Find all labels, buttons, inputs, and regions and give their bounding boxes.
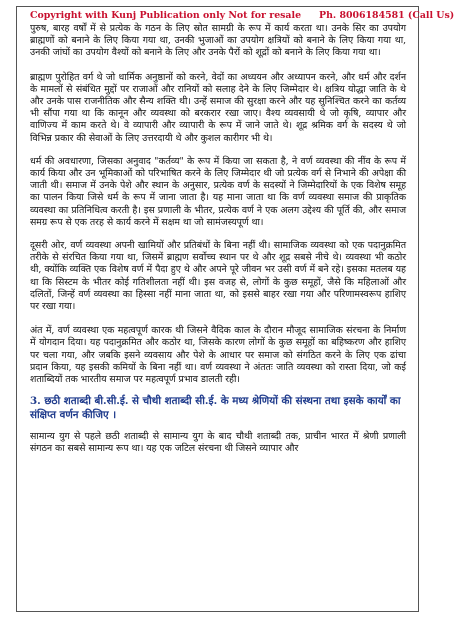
paragraph-limitations: दूसरी ओर, वर्ण व्यवस्था अपनी खामियों और प्रतिबंधों के बिना नहीं थी। सामाजिक व्यवस्था को एक पदानुक्रमित तरीके से संरचित किया गया था, जिसमें ब्राह्मण सर्वोच्च स्थान पर थे और शूद्र सबसे नीचे थे। व्यवस्था भी कठोर थी, क्योंकि व्यक्ति एक विशेष वर्ण में पैदा हुए थे और अपने पूरे जीवन भर उसी वर्ण में बने रहे। इसका मतलब यह था कि सिस्टम के भीतर कोई गतिशीलता नहीं थी। इस वजह से, लोगों के कुछ समूहों, जैसे कि महिलाओं और दलितों, जिन्हें वर्ण व्यवस्था का हिस्सा नहीं माना जाता था, को इससे बाहर रखा गया और परिणामस्वरूप हाशिए पर रखा गया। [30, 240, 406, 313]
paragraph-varna-origin: पुरुष, बारह वर्षों में से प्रत्येक के गठन के लिए स्रोत सामग्री के रूप में कार्य करता था। उनके सिर का उपयोग ब्राह्मणों को बनाने के लिए किया गया था, उनकी भुजाओं का उपयोग क्षत्रियों को बनाने के लिए किया गया था, उनकी जांघों का उपयोग वैश्यों को बनाने के लिए और उनके पैरों को शूद्रों को बनाने के लिए किया गया था। [30, 23, 406, 59]
question-heading: 3. छठी शताब्दी बी.सी.ई. से चौथी शताब्दी सी.ई. के मध्य श्रेणियों की संस्थना तथा इसके कार्यों का संक्षिप्त वर्णन कीजिए । [30, 395, 401, 421]
answer-paragraph: सामान्य युग से पहले छठी शताब्दी से सामान्य युग के बाद चौथी शताब्दी तक, प्राचीन भारत में श्रेणी प्रणाली संगठन का सबसे सामान्य रूप था। यह एक जटिल संरचना थी जिसने व्यापार और [30, 431, 406, 455]
copyright-text: Copyright with Kunj Publication only Not for resale [30, 10, 302, 21]
paragraph-conclusion: अंत में, वर्ण व्यवस्था एक महत्वपूर्ण कारक थी जिसने वैदिक काल के दौरान मौजूद सामाजिक संरचना के निर्माण में योगदान दिया। यह पदानुक्रमित और कठोर था, जिसके कारण लोगों के कुछ समूहों का बहिष्करण और हाशिए पर चला गया, और जबकि इसने व्यवसाय और पेशे के आधार पर समाज को संगठित करने के लिए एक ढांचा प्रदान किया, यह इसकी कमियों के बिना नहीं था। वर्ण व्यवस्था ने अंततः जाति व्यवस्था को रास्ता दिया, जो कई शताब्दियों तक भारतीय समाज पर महत्वपूर्ण प्रभाव डालती रही। [30, 325, 406, 386]
phone-text: Ph. 8006184581 (Call Us) [319, 10, 454, 21]
paragraph-varna-roles: ब्राह्मण पुरोहित वर्ग थे जो धार्मिक अनुष्ठानों को करने, वेदों का अध्ययन और अध्यापन करने, और धर्म और दर्शन के मामलों से संबंधित मुद्दों पर राजाओं और रानियों को सलाह देने के लिए जिम्मेदार थे। क्षत्रिय योद्धा जाति के थे और उनके पास राजनीतिक और सैन्य शक्ति थी। उन्हें समाज की सुरक्षा करने और यह सुनिश्चित करने का कर्तव्य भी सौंपा गया था कि कानून और व्यवस्था को बरकरार रखा जाए। वैश्य व्यवसायी थे जो कृषि, व्यापार और वाणिज्य में काम करते थे। वे व्यापारी और व्यापारी के रूप में जाने जाते थे। शूद्र श्रमिक वर्ग के सदस्य थे जो विभिन्न प्रकार की सेवाओं के लिए उत्तरदायी थे और कुशल कारीगर भी थे। [30, 71, 406, 144]
document-page [16, 6, 454, 612]
paragraph-dharma: धर्म की अवधारणा, जिसका अनुवाद "कर्तव्य" के रूप में किया जा सकता है, ने वर्ण व्यवस्था की नींव के रूप में कार्य किया और उन भूमिकाओं को परिभाषित करने के लिए जिम्मेदार थी जो प्रत्येक वर्ग से निभाने की अपेक्षा की जाती थी। समाज में उनके पेशे और स्थान के अनुसार, प्रत्येक वर्ण के सदस्यों ने जिम्मेदारियों के एक विशेष समूह का पालन किया जिसे धर्म के रूप में जाना जाता है। यह माना जाता था कि वर्ण व्यवस्था समाज की प्राकृतिक व्यवस्था का प्रतिनिधित्व करती है। इस प्रणाली के भीतर, प्रत्येक वर्ण ने एक अलग उद्देश्य की पूर्ति की, और समाज समग्र रूप से एक तरह से कार्य करने में सक्षम था जो सामंजस्यपूर्ण था। [30, 155, 406, 228]
copyright-watermark [30, 9, 454, 23]
